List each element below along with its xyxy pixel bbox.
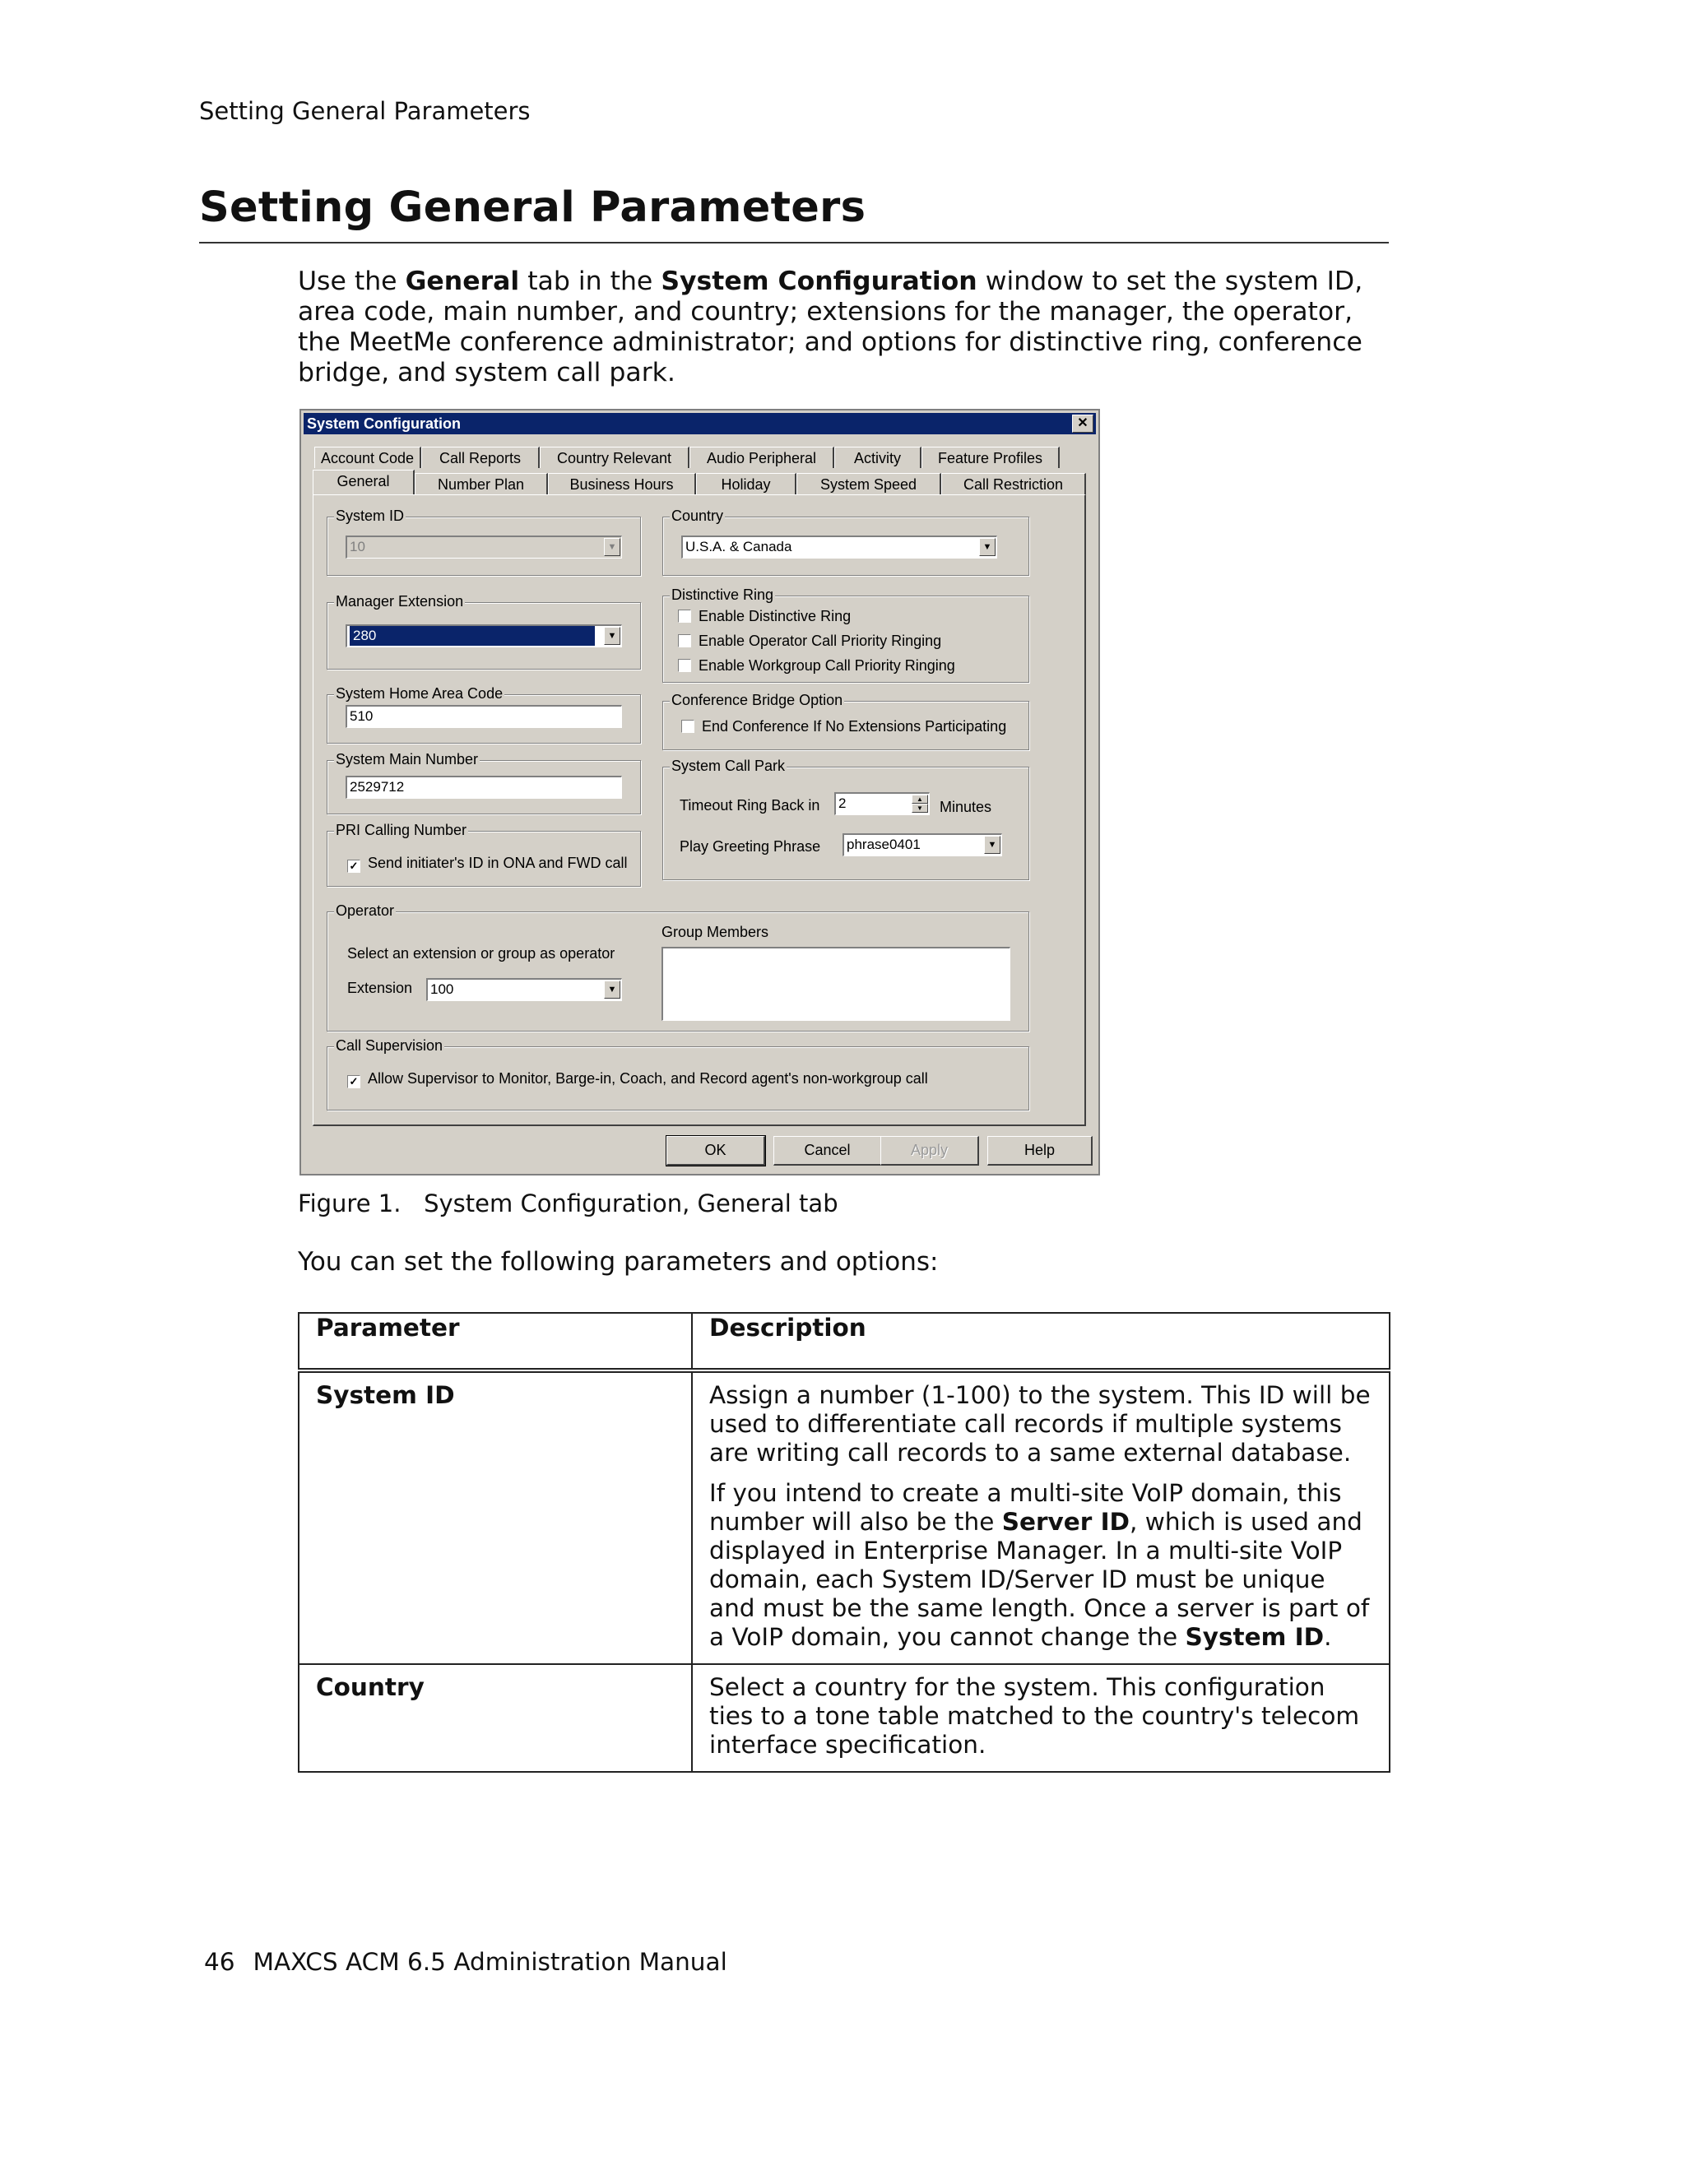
greeting-value: phrase0401 [847, 837, 921, 852]
pri-calling-checkbox-label: Send initiater's ID in ONA and FWD call [368, 855, 628, 871]
cancel-button[interactable]: Cancel [773, 1136, 882, 1166]
parameter-name: Country [299, 1664, 692, 1772]
table-row [299, 1370, 1390, 1664]
chevron-down-icon[interactable]: ▼ [604, 981, 620, 999]
end-conference-label: End Conference If No Extensions Participating [702, 718, 1007, 735]
apply-button[interactable]: Apply [880, 1136, 979, 1166]
minutes-label: Minutes [940, 799, 992, 815]
tab-general[interactable]: General [313, 470, 415, 494]
workgroup-priority-ringing-checkbox[interactable] [678, 657, 955, 674]
operator-extension-select[interactable] [426, 978, 622, 1001]
distinctive-ring-group [662, 587, 1029, 683]
main-number-value: 2529712 [350, 779, 405, 795]
chevron-down-icon[interactable]: ▼ [984, 836, 1000, 854]
enable-distinctive-ring-checkbox[interactable] [678, 608, 851, 624]
description-header: Description [692, 1313, 1390, 1370]
allow-supervisor-label: Allow Supervisor to Monitor, Barge-in, Coach, and Record agent's non-workgroup call [368, 1070, 928, 1087]
call-supervision-legend: Call Supervision [336, 1037, 443, 1054]
table-row [299, 1664, 1390, 1772]
workgroup-priority-ringing-label: Enable Workgroup Call Priority Ringing [699, 657, 955, 674]
close-icon[interactable]: ✕ [1072, 415, 1093, 433]
enable-distinctive-ring-label: Enable Distinctive Ring [699, 608, 852, 624]
figure-caption: Figure 1. System Configuration, General tab [298, 1189, 838, 1217]
spin-down-icon[interactable]: ▼ [912, 804, 928, 813]
system-id-group [327, 508, 641, 576]
manager-extension-legend: Manager Extension [336, 593, 464, 610]
group-members-list[interactable] [661, 947, 1010, 1021]
tab-activity[interactable]: Activity [834, 447, 921, 468]
call-park-group [662, 758, 1029, 880]
operator-group [327, 902, 1029, 1032]
operator-legend: Operator [336, 902, 395, 919]
chevron-down-icon[interactable]: ▼ [604, 538, 620, 556]
country-value: U.S.A. & Canada [685, 539, 792, 554]
manager-extension-select[interactable] [346, 624, 622, 647]
table-intro: You can set the following parameters and options: [298, 1247, 939, 1277]
manager-extension-value: 280 [350, 626, 595, 646]
tab-holiday[interactable]: Holiday [696, 473, 796, 494]
timeout-value: 2 [838, 795, 847, 811]
system-id-value: 10 [350, 539, 365, 554]
pri-calling-legend: PRI Calling Number [336, 822, 467, 838]
description-paragraph: Assign a number (1-100) to the system. This ID will be used to differentiate call records if multiple systems are writing call records to a same external database. [709, 1381, 1371, 1467]
dialog-titlebar [304, 413, 1096, 434]
parameter-description [692, 1370, 1390, 1664]
conference-bridge-group [662, 692, 1029, 750]
timeout-label: Timeout Ring Back in [680, 797, 820, 814]
running-header: Setting General Parameters [199, 97, 531, 125]
home-area-code-value: 510 [350, 708, 374, 724]
country-group [662, 508, 1029, 576]
main-number-input[interactable] [346, 776, 622, 799]
chevron-down-icon[interactable]: ▼ [604, 627, 620, 645]
checkmark-icon: ✓ [347, 860, 360, 873]
manual-title: MAXCS ACM 6.5 Administration Manual [253, 1948, 727, 1976]
greeting-label: Play Greeting Phrase [680, 838, 821, 855]
help-button[interactable]: Help [987, 1136, 1093, 1166]
tab-call-reports[interactable]: Call Reports [421, 447, 540, 468]
parameter-table [298, 1312, 1390, 1773]
chevron-down-icon[interactable]: ▼ [979, 538, 996, 556]
end-conference-checkbox[interactable] [681, 718, 1006, 735]
description-paragraph: Select a country for the system. This configuration ties to a tone table matched to the country's telecom interface specification. [709, 1673, 1360, 1759]
general-tab-panel [313, 494, 1086, 1126]
parameter-name: System ID [299, 1370, 692, 1664]
home-area-code-legend: System Home Area Code [336, 685, 504, 702]
system-configuration-dialog [299, 409, 1100, 1175]
parameter-description [692, 1664, 1390, 1772]
manager-extension-group [327, 593, 641, 670]
operator-priority-ringing-checkbox[interactable] [678, 633, 941, 649]
page-footer [204, 1948, 727, 1976]
main-number-group [327, 751, 641, 814]
ok-button[interactable]: OK [666, 1136, 765, 1166]
allow-supervisor-checkbox[interactable] [347, 1070, 928, 1088]
tab-number-plan[interactable]: Number Plan [415, 473, 548, 494]
tab-country-relevant[interactable]: Country Relevant [540, 447, 689, 468]
group-members-label: Group Members [661, 924, 769, 940]
call-park-legend: System Call Park [671, 758, 786, 774]
parameter-header: Parameter [299, 1313, 692, 1370]
checkmark-icon: ✓ [347, 1075, 360, 1088]
system-id-legend: System ID [336, 508, 405, 524]
dialog-title: System Configuration [307, 415, 462, 432]
tab-business-hours[interactable]: Business Hours [548, 473, 696, 494]
operator-priority-ringing-label: Enable Operator Call Priority Ringing [699, 633, 942, 649]
tab-system-speed[interactable]: System Speed [796, 473, 941, 494]
tab-call-restriction[interactable]: Call Restriction [941, 473, 1086, 494]
timeout-spinner[interactable] [834, 792, 930, 815]
title-rule [199, 242, 1389, 243]
spin-up-icon[interactable]: ▲ [912, 795, 928, 804]
operator-hint: Select an extension or group as operator [347, 945, 615, 962]
home-area-code-group [327, 685, 641, 744]
country-legend: Country [671, 508, 724, 524]
main-number-legend: System Main Number [336, 751, 479, 767]
conference-bridge-legend: Conference Bridge Option [671, 692, 843, 708]
home-area-code-input[interactable] [346, 705, 622, 728]
tab-feature-profiles[interactable]: Feature Profiles [921, 447, 1060, 468]
call-supervision-group [327, 1037, 1029, 1111]
page-number: 46 [204, 1948, 235, 1976]
greeting-select[interactable] [842, 833, 1002, 856]
page-title: Setting General Parameters [199, 183, 866, 232]
tab-audio-peripheral[interactable]: Audio Peripheral [689, 447, 834, 468]
pri-calling-checkbox[interactable] [347, 855, 628, 873]
description-paragraph: If you intend to create a multi-site VoIP domain, this number will also be the Server ID, which is used and displayed in Enterprise Manager. In a multi-site VoIP domain, each System ID/Server ID must be unique and must be the same length. Once a server is part of a VoIP domain, you cannot change the System ID. [709, 1479, 1370, 1651]
country-select[interactable] [681, 536, 997, 559]
system-id-select[interactable] [346, 536, 622, 559]
intro-paragraph: Use the General tab in the System Configuration window to set the system ID, area code, main number, and country; extensions for the manager, the operator, the MeetMe conference administrator; and options for distinctive ring, conference bridge, and system call park. [298, 267, 1363, 387]
tab-account-code[interactable]: Account Code [314, 447, 421, 468]
operator-extension-value: 100 [430, 981, 454, 997]
operator-extension-label: Extension [347, 980, 413, 996]
distinctive-ring-legend: Distinctive Ring [671, 587, 774, 603]
table-header-row [299, 1313, 1390, 1370]
pri-calling-group [327, 822, 641, 887]
